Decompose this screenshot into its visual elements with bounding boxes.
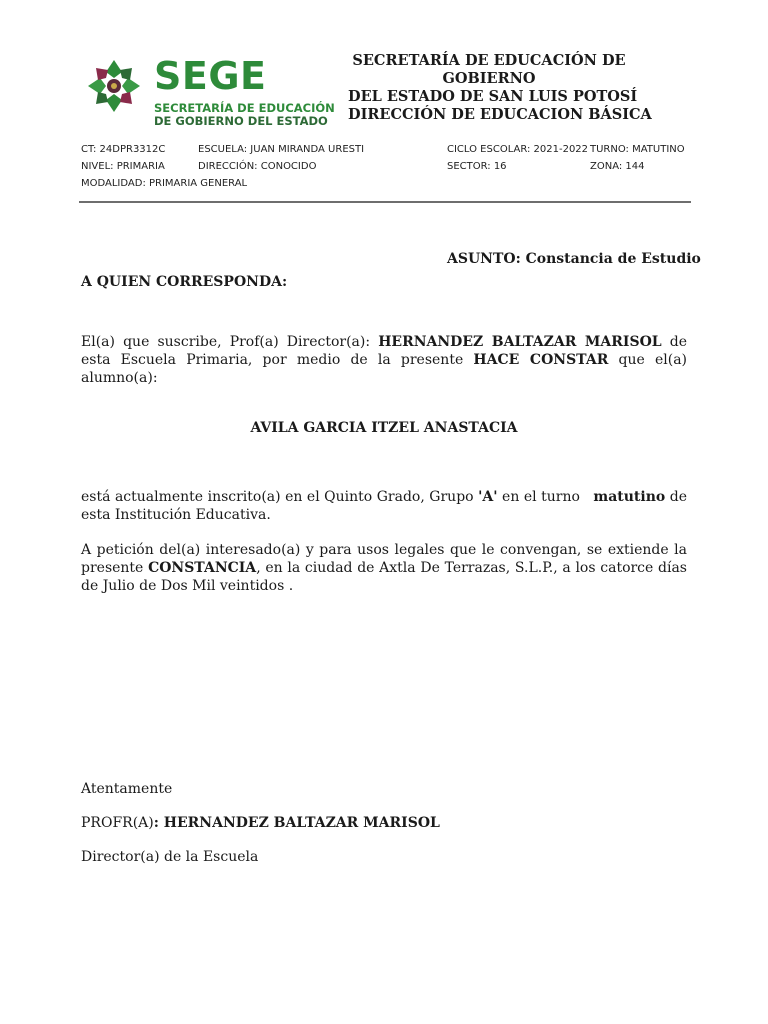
logo-brand: SEGE <box>154 54 267 98</box>
paragraph-issuance <box>81 541 687 595</box>
director-name: HERNANDEZ BALTAZAR MARISOL <box>378 334 662 350</box>
sege-logo <box>80 48 342 132</box>
p3-text-a: A petición del(a) interesado(a) y para usos legales que le convengan, se extiende la presente <box>81 542 687 576</box>
student-name: AVILA GARCIA ITZEL ANASTACIA <box>250 420 518 436</box>
hace-constar: HACE CONSTAR <box>473 352 609 368</box>
sege-emblem-icon <box>86 58 142 114</box>
paragraph-certifies <box>81 333 687 387</box>
logo-subtitle-1: SECRETARÍA DE EDUCACIÓN <box>154 101 335 115</box>
header-line-3: DEL ESTADO DE SAN LUIS POTOSÍ <box>348 88 638 105</box>
logo-subtitle-2: DE GOBIERNO DEL ESTADO <box>154 114 328 128</box>
signer <box>81 815 440 831</box>
closing: Atentamente <box>81 781 173 797</box>
p1-text-a: El(a) que suscribe, Prof(a) Director(a): <box>81 334 379 350</box>
header-line-1: SECRETARÍA DE EDUCACIÓN DE <box>352 52 626 69</box>
paragraph-enrollment <box>81 488 687 524</box>
escuela: ESCUELA: JUAN MIRANDA URESTI <box>198 144 365 155</box>
header-line-2: GOBIERNO <box>442 70 536 87</box>
salutation: A QUIEN CORRESPONDA: <box>81 274 288 290</box>
turno: TURNO: MATUTINO <box>590 144 685 155</box>
sector: SECTOR: 16 <box>447 161 507 172</box>
constancia: CONSTANCIA <box>148 560 257 576</box>
institution-header <box>348 52 652 124</box>
signer-role: Director(a) de la Escuela <box>81 849 259 865</box>
zona: ZONA: 144 <box>590 161 645 172</box>
ciclo-escolar: CICLO ESCOLAR: 2021-2022 <box>447 144 589 155</box>
p2-text-a: está actualmente inscrito(a) en el Quinto Grado, Grupo <box>81 489 479 505</box>
modalidad: MODALIDAD: PRIMARIA GENERAL <box>81 178 248 189</box>
signer-name: : HERNANDEZ BALTAZAR MARISOL <box>153 815 440 831</box>
turno-value: matutino <box>593 489 666 505</box>
ct-code: CT: 24DPR3312C <box>81 144 166 155</box>
p2-text-b: en el turno <box>497 489 594 505</box>
grupo: 'A' <box>478 489 498 505</box>
p3-text-b: , en la ciudad de Axtla De Terrazas, S.L.P., a los catorce días de Julio de Dos Mil veintidos . <box>81 560 687 594</box>
asunto: ASUNTO: Constancia de Estudio <box>447 251 701 267</box>
signer-label: PROFR(A) <box>81 815 154 831</box>
p1-text-b: de esta Escuela Primaria, por medio de la presente <box>81 334 687 368</box>
p2-text-c: de esta Institución Educativa. <box>81 489 688 523</box>
header-line-4: DIRECCIÓN DE EDUCACION BÁSICA <box>348 106 652 123</box>
p1-text-c: que el(a) alumno(a): <box>81 352 688 386</box>
header-divider <box>79 201 691 203</box>
nivel: NIVEL: PRIMARIA <box>81 161 165 172</box>
direccion: DIRECCIÓN: CONOCIDO <box>198 161 317 172</box>
